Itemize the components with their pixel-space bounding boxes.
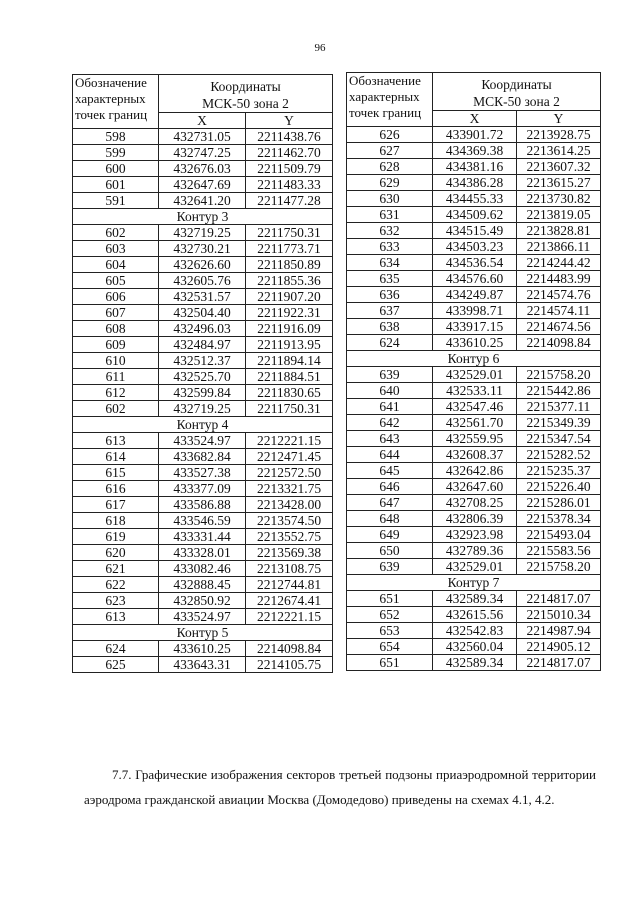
point-id-cell: 628: [347, 159, 433, 175]
x-coordinate-cell: 433331.44: [159, 529, 246, 545]
contour-label: Контур 6: [347, 351, 601, 367]
point-id-cell: 653: [347, 623, 433, 639]
table-row: [73, 161, 333, 177]
y-coordinate-cell: 2214105.75: [246, 657, 333, 673]
header-coordinate-system: МСК-50 зона 2: [202, 96, 289, 111]
header-coordinates: [159, 75, 333, 113]
point-id-cell: 635: [347, 271, 433, 287]
x-coordinate-cell: 432547.46: [433, 399, 517, 415]
point-id-cell: 620: [73, 545, 159, 561]
y-coordinate-cell: 2212221.15: [246, 433, 333, 449]
x-coordinate-cell: 433082.46: [159, 561, 246, 577]
coordinates-table-right: [346, 72, 601, 671]
y-coordinate-cell: 2211922.31: [246, 305, 333, 321]
y-coordinate-cell: 2213730.82: [517, 191, 601, 207]
x-coordinate-cell: 433682.84: [159, 449, 246, 465]
point-id-cell: 632: [347, 223, 433, 239]
x-coordinate-cell: 432731.05: [159, 129, 246, 145]
x-coordinate-cell: 434503.23: [433, 239, 517, 255]
y-coordinate-cell: 2215282.52: [517, 447, 601, 463]
point-id-cell: 605: [73, 273, 159, 289]
page-number: 96: [314, 42, 326, 54]
x-coordinate-cell: 433610.25: [159, 641, 246, 657]
table-row: [347, 303, 601, 319]
y-coordinate-cell: 2212471.45: [246, 449, 333, 465]
point-id-cell: 616: [73, 481, 159, 497]
x-coordinate-cell: 432719.25: [159, 225, 246, 241]
y-coordinate-cell: 2211773.71: [246, 241, 333, 257]
y-coordinate-cell: 2213552.75: [246, 529, 333, 545]
point-id-cell: 633: [347, 239, 433, 255]
header-y: Y: [246, 113, 333, 129]
x-coordinate-cell: 432923.98: [433, 527, 517, 543]
y-coordinate-cell: 2213574.50: [246, 513, 333, 529]
x-coordinate-cell: 432542.83: [433, 623, 517, 639]
y-coordinate-cell: 2215347.54: [517, 431, 601, 447]
contour-heading-row: [347, 575, 601, 591]
x-coordinate-cell: 434536.54: [433, 255, 517, 271]
x-coordinate-cell: 433328.01: [159, 545, 246, 561]
point-id-cell: 639: [347, 367, 433, 383]
table-row: [347, 511, 601, 527]
x-coordinate-cell: 433377.09: [159, 481, 246, 497]
x-coordinate-cell: 432512.37: [159, 353, 246, 369]
point-id-cell: 606: [73, 289, 159, 305]
header-x: X: [159, 113, 246, 129]
y-coordinate-cell: 2214817.07: [517, 655, 601, 671]
y-coordinate-cell: 2214574.11: [517, 303, 601, 319]
point-id-cell: 647: [347, 495, 433, 511]
y-coordinate-cell: 2213866.11: [517, 239, 601, 255]
point-id-cell: 614: [73, 449, 159, 465]
table-row: [347, 399, 601, 415]
table-row: [73, 641, 333, 657]
table-row: [347, 383, 601, 399]
point-id-cell: 642: [347, 415, 433, 431]
x-coordinate-cell: 434576.60: [433, 271, 517, 287]
table-row: [73, 145, 333, 161]
point-id-cell: 624: [347, 335, 433, 351]
x-coordinate-cell: 434381.16: [433, 159, 517, 175]
contour-heading-row: [73, 417, 333, 433]
x-coordinate-cell: 432676.03: [159, 161, 246, 177]
header-point-designation: Обозначение характерных точек границ: [73, 75, 159, 129]
point-id-cell: 618: [73, 513, 159, 529]
point-id-cell: 619: [73, 529, 159, 545]
point-id-cell: 625: [73, 657, 159, 673]
y-coordinate-cell: 2211907.20: [246, 289, 333, 305]
x-coordinate-cell: 433643.31: [159, 657, 246, 673]
point-id-cell: 598: [73, 129, 159, 145]
table-row: [73, 593, 333, 609]
y-coordinate-cell: 2214674.56: [517, 319, 601, 335]
point-id-cell: 646: [347, 479, 433, 495]
x-coordinate-cell: 432719.25: [159, 401, 246, 417]
point-id-cell: 622: [73, 577, 159, 593]
point-id-cell: 608: [73, 321, 159, 337]
point-id-cell: 639: [347, 559, 433, 575]
header-coordinates-title: Координаты: [481, 77, 552, 92]
y-coordinate-cell: 2213819.05: [517, 207, 601, 223]
y-coordinate-cell: 2211916.09: [246, 321, 333, 337]
header-point-designation: Обозначение характерных точек границ: [347, 73, 433, 127]
table-row: [73, 241, 333, 257]
y-coordinate-cell: 2214905.12: [517, 639, 601, 655]
y-coordinate-cell: 2213828.81: [517, 223, 601, 239]
table-row: [347, 255, 601, 271]
table-row: [347, 367, 601, 383]
table-row: [347, 431, 601, 447]
point-id-cell: 649: [347, 527, 433, 543]
y-coordinate-cell: 2212221.15: [246, 609, 333, 625]
x-coordinate-cell: 432560.04: [433, 639, 517, 655]
y-coordinate-cell: 2215378.34: [517, 511, 601, 527]
point-id-cell: 613: [73, 609, 159, 625]
point-id-cell: 645: [347, 463, 433, 479]
point-id-cell: 610: [73, 353, 159, 369]
x-coordinate-cell: 432647.60: [433, 479, 517, 495]
y-coordinate-cell: 2213928.75: [517, 127, 601, 143]
point-id-cell: 641: [347, 399, 433, 415]
table-row: [347, 623, 601, 639]
y-coordinate-cell: 2215758.20: [517, 559, 601, 575]
x-coordinate-cell: 432504.40: [159, 305, 246, 321]
point-id-cell: 617: [73, 497, 159, 513]
x-coordinate-cell: 432642.86: [433, 463, 517, 479]
contour-label: Контур 3: [73, 209, 333, 225]
point-id-cell: 599: [73, 145, 159, 161]
y-coordinate-cell: 2211850.89: [246, 257, 333, 273]
table-row: [73, 177, 333, 193]
x-coordinate-cell: 432561.70: [433, 415, 517, 431]
y-coordinate-cell: 2213615.27: [517, 175, 601, 191]
point-id-cell: 636: [347, 287, 433, 303]
point-id-cell: 607: [73, 305, 159, 321]
y-coordinate-cell: 2212572.50: [246, 465, 333, 481]
contour-label: Контур 5: [73, 625, 333, 641]
x-coordinate-cell: 433524.97: [159, 609, 246, 625]
table-row: [347, 543, 601, 559]
contour-heading-row: [73, 209, 333, 225]
y-coordinate-cell: 2213607.32: [517, 159, 601, 175]
table-row: [347, 447, 601, 463]
header-coordinate-system: МСК-50 зона 2: [473, 94, 560, 109]
table-row: [347, 287, 601, 303]
table-row: [73, 385, 333, 401]
table-row: [347, 479, 601, 495]
x-coordinate-cell: 432559.95: [433, 431, 517, 447]
x-coordinate-cell: 432589.34: [433, 591, 517, 607]
point-id-cell: 602: [73, 225, 159, 241]
table-row: [347, 527, 601, 543]
table-row: [347, 655, 601, 671]
x-coordinate-cell: 432525.70: [159, 369, 246, 385]
y-coordinate-cell: 2215758.20: [517, 367, 601, 383]
x-coordinate-cell: 432496.03: [159, 321, 246, 337]
y-coordinate-cell: 2215493.04: [517, 527, 601, 543]
table-row: [73, 481, 333, 497]
y-coordinate-cell: 2212674.41: [246, 593, 333, 609]
y-coordinate-cell: 2213569.38: [246, 545, 333, 561]
table-row: [73, 321, 333, 337]
table-row: [347, 207, 601, 223]
point-id-cell: 643: [347, 431, 433, 447]
x-coordinate-cell: 433546.59: [159, 513, 246, 529]
table-row: [73, 129, 333, 145]
table-row: [347, 271, 601, 287]
y-coordinate-cell: 2215286.01: [517, 495, 601, 511]
table-row: [73, 545, 333, 561]
point-id-cell: 601: [73, 177, 159, 193]
table-row: [73, 529, 333, 545]
paragraph-text: 7.7. Графические изображения секторов третьей подзоны приаэродромной территории аэродрома гражданской авиации Москва (Домодедово) приведены на схемах 4.1, 4.2.: [84, 767, 596, 807]
coordinates-table-left: [72, 74, 333, 673]
table-row: [347, 159, 601, 175]
table-row: [347, 335, 601, 351]
point-id-cell: 624: [73, 641, 159, 657]
x-coordinate-cell: 433524.97: [159, 433, 246, 449]
table-row: [73, 257, 333, 273]
x-coordinate-cell: 434369.38: [433, 143, 517, 159]
x-coordinate-cell: 434455.33: [433, 191, 517, 207]
point-id-cell: 644: [347, 447, 433, 463]
table-row: [347, 559, 601, 575]
point-id-cell: 629: [347, 175, 433, 191]
y-coordinate-cell: 2213614.25: [517, 143, 601, 159]
x-coordinate-cell: 432529.01: [433, 367, 517, 383]
table-row: [73, 609, 333, 625]
x-coordinate-cell: 433586.88: [159, 497, 246, 513]
table-row: [347, 223, 601, 239]
x-coordinate-cell: 432605.76: [159, 273, 246, 289]
x-coordinate-cell: 432806.39: [433, 511, 517, 527]
x-coordinate-cell: 433527.38: [159, 465, 246, 481]
x-coordinate-cell: 432531.57: [159, 289, 246, 305]
table-row: [347, 591, 601, 607]
table-row: [347, 175, 601, 191]
y-coordinate-cell: 2212744.81: [246, 577, 333, 593]
y-coordinate-cell: 2211750.31: [246, 401, 333, 417]
x-coordinate-cell: 434386.28: [433, 175, 517, 191]
point-id-cell: 648: [347, 511, 433, 527]
header-coordinates-title: Координаты: [210, 79, 281, 94]
table-row: [73, 353, 333, 369]
header-y: Y: [517, 111, 601, 127]
section-7-7-paragraph: [84, 762, 596, 812]
header-x: X: [433, 111, 517, 127]
point-id-cell: 591: [73, 193, 159, 209]
contour-heading-row: [347, 351, 601, 367]
y-coordinate-cell: 2211894.14: [246, 353, 333, 369]
point-id-cell: 638: [347, 319, 433, 335]
point-id-cell: 630: [347, 191, 433, 207]
point-id-cell: 654: [347, 639, 433, 655]
point-id-cell: 637: [347, 303, 433, 319]
table-row: [73, 369, 333, 385]
x-coordinate-cell: 432888.45: [159, 577, 246, 593]
y-coordinate-cell: 2211855.36: [246, 273, 333, 289]
x-coordinate-cell: 432599.84: [159, 385, 246, 401]
table-row: [347, 607, 601, 623]
x-coordinate-cell: 432589.34: [433, 655, 517, 671]
y-coordinate-cell: 2215235.37: [517, 463, 601, 479]
x-coordinate-cell: 433998.71: [433, 303, 517, 319]
y-coordinate-cell: 2214574.76: [517, 287, 601, 303]
x-coordinate-cell: 432647.69: [159, 177, 246, 193]
table-row: [347, 495, 601, 511]
table-row: [73, 401, 333, 417]
y-coordinate-cell: 2215377.11: [517, 399, 601, 415]
table-row: [347, 463, 601, 479]
table-row: [73, 561, 333, 577]
table-row: [73, 193, 333, 209]
x-coordinate-cell: 432850.92: [159, 593, 246, 609]
y-coordinate-cell: 2211884.51: [246, 369, 333, 385]
table-row: [347, 415, 601, 431]
table-row: [73, 577, 333, 593]
x-coordinate-cell: 432789.36: [433, 543, 517, 559]
y-coordinate-cell: 2213321.75: [246, 481, 333, 497]
table-body-left: [73, 129, 333, 673]
table-row: [347, 639, 601, 655]
y-coordinate-cell: 2211830.65: [246, 385, 333, 401]
contour-label: Контур 7: [347, 575, 601, 591]
point-id-cell: 623: [73, 593, 159, 609]
x-coordinate-cell: 432608.37: [433, 447, 517, 463]
y-coordinate-cell: 2214483.99: [517, 271, 601, 287]
table-row: [73, 657, 333, 673]
table-row: [73, 449, 333, 465]
table-row: [73, 273, 333, 289]
table-row: [73, 513, 333, 529]
y-coordinate-cell: 2215226.40: [517, 479, 601, 495]
x-coordinate-cell: 432484.97: [159, 337, 246, 353]
x-coordinate-cell: 434249.87: [433, 287, 517, 303]
y-coordinate-cell: 2211438.76: [246, 129, 333, 145]
x-coordinate-cell: 432626.60: [159, 257, 246, 273]
table-row: [73, 337, 333, 353]
point-id-cell: 640: [347, 383, 433, 399]
y-coordinate-cell: 2214098.84: [246, 641, 333, 657]
table-row: [73, 433, 333, 449]
x-coordinate-cell: 434509.62: [433, 207, 517, 223]
point-id-cell: 615: [73, 465, 159, 481]
y-coordinate-cell: 2213428.00: [246, 497, 333, 513]
point-id-cell: 652: [347, 607, 433, 623]
table-row: [347, 127, 601, 143]
point-id-cell: 603: [73, 241, 159, 257]
y-coordinate-cell: 2213108.75: [246, 561, 333, 577]
contour-label: Контур 4: [73, 417, 333, 433]
point-id-cell: 621: [73, 561, 159, 577]
table-body-right: [347, 127, 601, 671]
y-coordinate-cell: 2214244.42: [517, 255, 601, 271]
y-coordinate-cell: 2215010.34: [517, 607, 601, 623]
table-row: [347, 191, 601, 207]
point-id-cell: 600: [73, 161, 159, 177]
table-row: [347, 319, 601, 335]
y-coordinate-cell: 2214098.84: [517, 335, 601, 351]
x-coordinate-cell: 432529.01: [433, 559, 517, 575]
y-coordinate-cell: 2214987.94: [517, 623, 601, 639]
x-coordinate-cell: 433901.72: [433, 127, 517, 143]
y-coordinate-cell: 2215442.86: [517, 383, 601, 399]
table-row: [347, 143, 601, 159]
x-coordinate-cell: 432747.25: [159, 145, 246, 161]
point-id-cell: 631: [347, 207, 433, 223]
point-id-cell: 609: [73, 337, 159, 353]
point-id-cell: 627: [347, 143, 433, 159]
point-id-cell: 611: [73, 369, 159, 385]
point-id-cell: 650: [347, 543, 433, 559]
x-coordinate-cell: 432533.11: [433, 383, 517, 399]
point-id-cell: 651: [347, 591, 433, 607]
y-coordinate-cell: 2215583.56: [517, 543, 601, 559]
table-row: [347, 239, 601, 255]
point-id-cell: 612: [73, 385, 159, 401]
point-id-cell: 634: [347, 255, 433, 271]
x-coordinate-cell: 434515.49: [433, 223, 517, 239]
table-row: [73, 289, 333, 305]
table-row: [73, 225, 333, 241]
x-coordinate-cell: 432708.25: [433, 495, 517, 511]
x-coordinate-cell: 432615.56: [433, 607, 517, 623]
point-id-cell: 602: [73, 401, 159, 417]
point-id-cell: 651: [347, 655, 433, 671]
x-coordinate-cell: 433917.15: [433, 319, 517, 335]
y-coordinate-cell: 2215349.39: [517, 415, 601, 431]
x-coordinate-cell: 432641.20: [159, 193, 246, 209]
y-coordinate-cell: 2211509.79: [246, 161, 333, 177]
y-coordinate-cell: 2211913.95: [246, 337, 333, 353]
y-coordinate-cell: 2211750.31: [246, 225, 333, 241]
point-id-cell: 626: [347, 127, 433, 143]
y-coordinate-cell: 2211462.70: [246, 145, 333, 161]
contour-heading-row: [73, 625, 333, 641]
y-coordinate-cell: 2214817.07: [517, 591, 601, 607]
table-row: [73, 465, 333, 481]
table-row: [73, 305, 333, 321]
point-id-cell: 613: [73, 433, 159, 449]
table-row: [73, 497, 333, 513]
point-id-cell: 604: [73, 257, 159, 273]
y-coordinate-cell: 2211483.33: [246, 177, 333, 193]
x-coordinate-cell: 433610.25: [433, 335, 517, 351]
x-coordinate-cell: 432730.21: [159, 241, 246, 257]
header-coordinates: [433, 73, 601, 111]
y-coordinate-cell: 2211477.28: [246, 193, 333, 209]
